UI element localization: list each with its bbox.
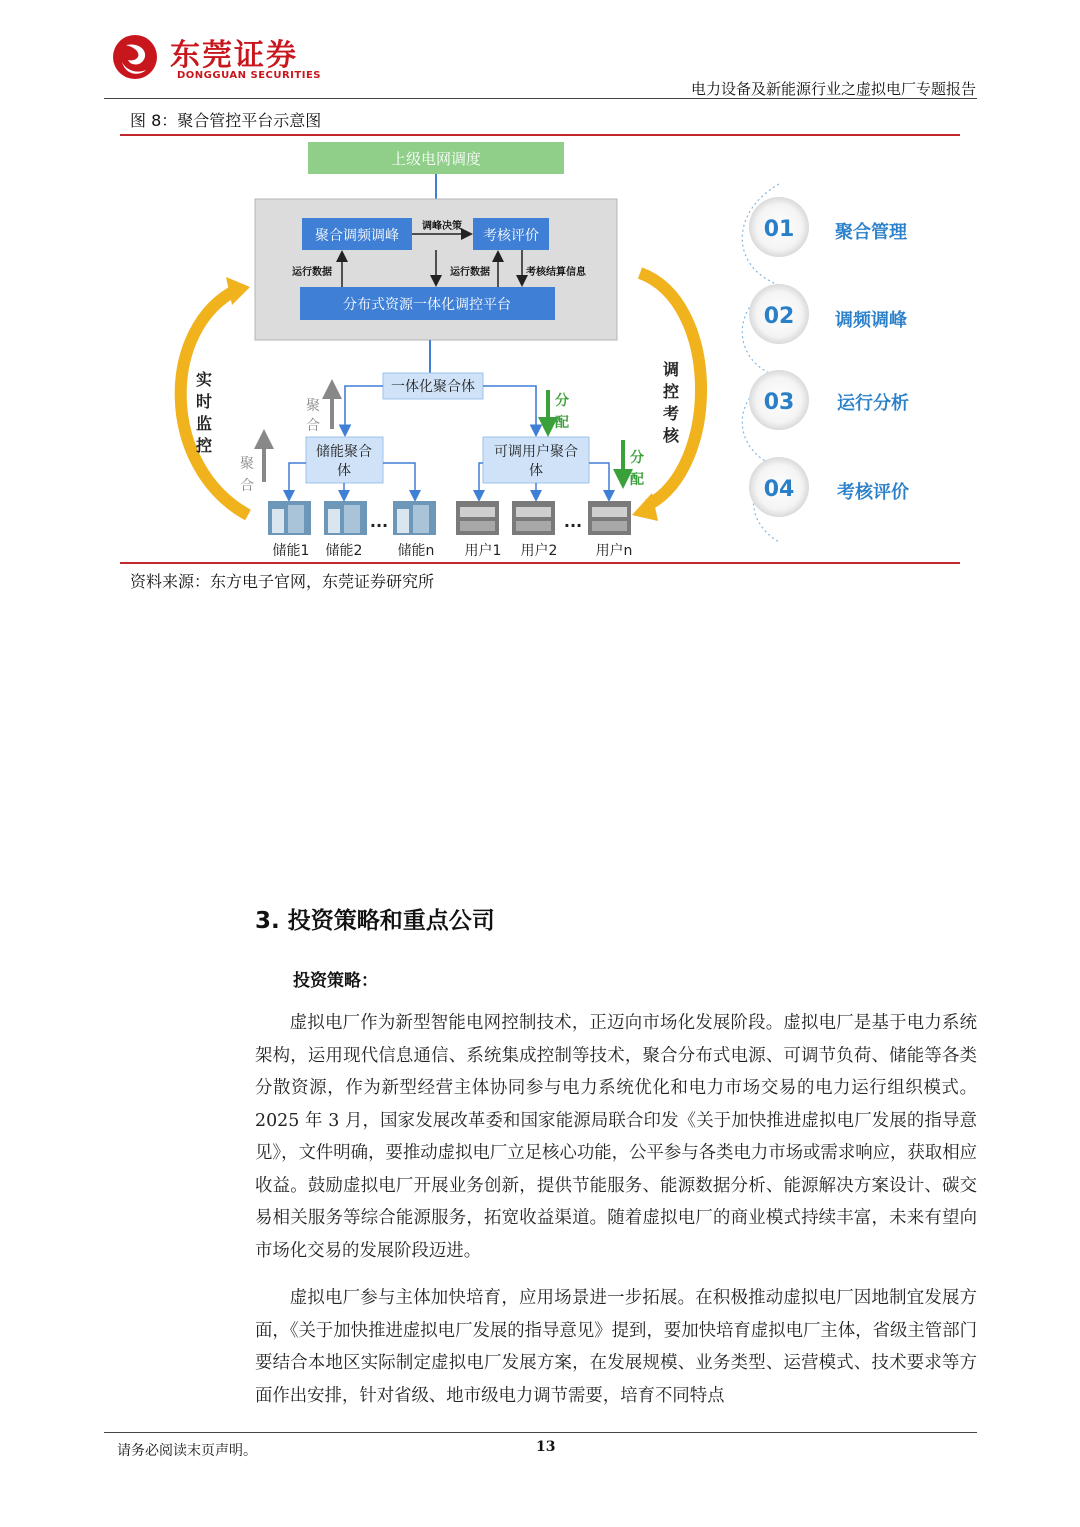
device-label-storage-1: 储能1 — [272, 543, 310, 559]
storage-n-image — [393, 501, 436, 535]
distribute-label-upper-2: 配 — [555, 415, 569, 431]
regulate-assess-label-3: 考 — [663, 404, 680, 423]
footer-disclaimer: 请务必阅读末页声明。 — [117, 1443, 257, 1459]
run-data-left-label: 运行数据 — [292, 267, 332, 278]
user-ellipsis: ... — [563, 512, 583, 531]
section-subheading: 投资策略： — [293, 971, 378, 991]
regulate-assess-label-4: 核 — [663, 426, 680, 445]
paragraph-1: 虚拟电厂作为新型智能电网控制技术，正迈向市场化发展阶段。虚拟电厂是基于电力系统架构，运用现代信息通信、系统集成控制等技术，聚合分布式电源、可调节负荷、储能等各类分散资源，作为新型经营主体协同参与电力系统优化和电力市场交易的电力运行组织模式。2025 年 3 月，国家发展改革委和国家能源局联合印发《关于加快推进虚拟电厂发展的指导意见》，文件明确，要推动虚拟电厂立足核心功能，公平参与各类电力市场或需求响应，获取相应收益。鼓励虚拟电厂开展业务创新，提供节能服务、能源数据分析、能源解决方案设计、碳交易相关服务等综合能源服务，拓宽收益渠道。随着虚拟电厂的商业模式持续丰富，未来有望向市场化交易的发展阶段迈进。 — [255, 1013, 977, 1261]
distribute-label-upper: 分 — [555, 393, 569, 409]
realtime-monitor-label-4: 控 — [196, 436, 213, 455]
dongguan-logo-icon — [112, 32, 158, 82]
device-label-storage-n: 储能n — [397, 543, 435, 559]
section-heading: 3. 投资策略和重点公司 — [255, 908, 495, 934]
peak-decision-label: 调峰决策 — [422, 221, 462, 232]
svg-text:运行分析: 运行分析 — [837, 393, 909, 414]
svg-text:聚合管理: 聚合管理 — [835, 222, 907, 243]
device-label-user-1: 用户1 — [464, 543, 502, 559]
storage-aggregate-label: 储能聚合 — [316, 444, 372, 460]
distribute-label-lower-2: 配 — [630, 472, 644, 488]
integrated-aggregate-label: 一体化聚合体 — [391, 379, 475, 395]
figure-bottom-rule — [120, 562, 960, 564]
user-2-image — [512, 501, 555, 535]
step-01 — [749, 197, 908, 257]
svg-text:04: 04 — [763, 477, 795, 502]
svg-text:01: 01 — [763, 217, 795, 242]
figure-source: 资料来源：东方电子官网，东莞证券研究所 — [130, 572, 435, 591]
aggregate-label-lower-2: 合 — [240, 478, 254, 494]
page-number: 13 — [536, 1439, 556, 1455]
device-label-user-n: 用户n — [595, 543, 633, 559]
user-aggregate-label: 可调用户聚合 — [494, 444, 578, 460]
realtime-monitor-label-3: 监 — [196, 414, 213, 433]
storage-aggregate-label-2: 体 — [337, 463, 351, 479]
user-aggregate-label-2: 体 — [529, 463, 543, 479]
step-03 — [749, 370, 909, 430]
figure-caption: 图 8：聚合管控平台示意图 — [130, 111, 322, 130]
platform-label: 分布式资源一体化调控平台 — [343, 297, 511, 313]
run-data-right-label: 运行数据 — [450, 267, 490, 278]
user-n-image — [588, 501, 631, 535]
step-02 — [749, 284, 907, 344]
storage-2-image — [324, 501, 367, 535]
assessment-label: 考核评价 — [483, 228, 539, 244]
brand-name-en: DONGGUAN SECURITIES — [177, 70, 321, 81]
aggregation-platform-diagram — [120, 137, 960, 562]
user-1-image — [456, 501, 499, 535]
realtime-monitor-label-1: 实 — [196, 370, 213, 389]
header-divider — [104, 98, 977, 99]
svg-text:考核评价: 考核评价 — [837, 482, 909, 503]
device-label-user-2: 用户2 — [520, 543, 558, 559]
step-04 — [749, 457, 909, 517]
regulate-assess-label-1: 调 — [663, 360, 680, 379]
aggregate-label-upper: 聚 — [306, 398, 320, 414]
realtime-monitor-label-2: 时 — [196, 392, 213, 411]
device-label-storage-2: 储能2 — [325, 543, 363, 559]
aggregate-label-upper-2: 合 — [306, 418, 320, 434]
svg-text:调频调峰: 调频调峰 — [835, 310, 907, 331]
brand-name-cn: 东莞证券 — [170, 38, 298, 73]
realtime-monitor-arrow-icon — [181, 289, 248, 515]
report-title: 电力设备及新能源行业之虚拟电厂专题报告 — [690, 80, 976, 98]
svg-text:02: 02 — [763, 304, 795, 329]
aggregate-peak-label: 聚合调频调峰 — [315, 228, 399, 244]
footer-divider — [104, 1432, 977, 1433]
distribute-label-lower: 分 — [630, 450, 644, 466]
storage-ellipsis: ... — [369, 512, 389, 531]
aggregate-label-lower: 聚 — [240, 456, 254, 472]
settlement-info-label: 考核结算信息 — [526, 267, 586, 278]
regulate-assess-label-2: 控 — [663, 382, 680, 401]
figure-top-rule — [120, 134, 960, 136]
paragraph-2: 虚拟电厂参与主体加快培育，应用场景进一步拓展。在积极推动虚拟电厂因地制宜发展方面，《关于加快推进虚拟电厂发展的指导意见》提到，要加快培育虚拟电厂主体，省级主管部门要结合本地区实际制定虚拟电厂发展方案，在发展规模、业务类型、运营模式、技术要求等方面作出安排，针对省级、地市级电力调节需要，培育不同特点 — [255, 1288, 977, 1406]
grid-dispatch-label: 上级电网调度 — [390, 150, 482, 168]
storage-1-image — [268, 501, 311, 535]
svg-text:03: 03 — [763, 390, 795, 415]
